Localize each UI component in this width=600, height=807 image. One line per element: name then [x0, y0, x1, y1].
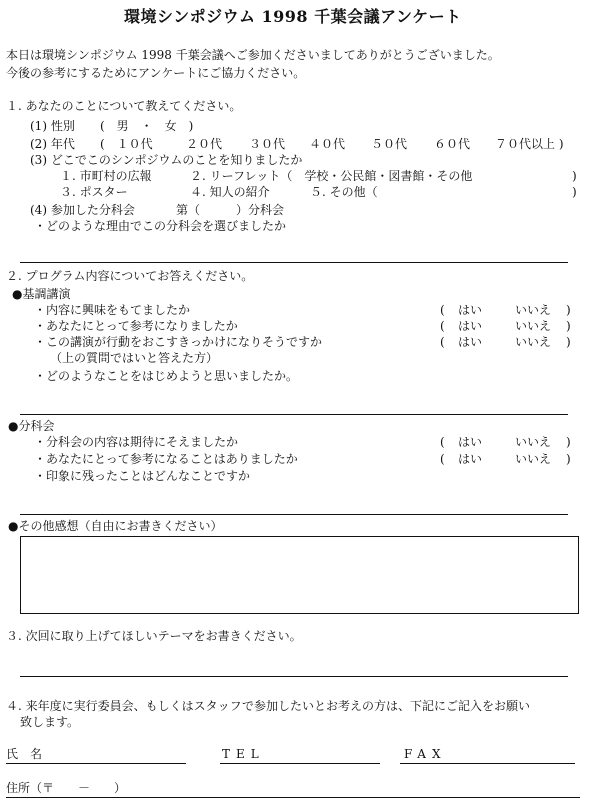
intro-line-2: 今後の参考にするためにアンケートにご協力ください。 — [6, 66, 306, 80]
answer-no[interactable]: いいえ — [515, 319, 552, 333]
source-row2-close: ) — [572, 185, 577, 199]
age-option-20s[interactable]: ２０代 — [186, 137, 223, 151]
q4-heading-line-2: 致します。 — [20, 715, 80, 729]
keynote-q1-answer[interactable] — [440, 304, 580, 318]
source-option-3[interactable]: ３. ポスター — [60, 185, 128, 199]
tel-field[interactable] — [220, 763, 380, 764]
fax-field[interactable] — [400, 763, 575, 764]
answer-close: ) — [566, 452, 571, 466]
subsession-q3: ・印象に残ったことはどんなことですか — [34, 469, 251, 483]
q1-age-label: (2) 年代 — [30, 137, 75, 151]
answer-close: ) — [566, 319, 571, 333]
q3-answer-line[interactable] — [20, 676, 568, 677]
source-option-2[interactable]: ２. リーフレット（ 学校・公民館・図書館・その他 — [190, 169, 473, 183]
answer-close: ) — [566, 435, 571, 449]
answer-open: ( — [440, 319, 445, 333]
answer-yes[interactable]: はい — [458, 319, 483, 333]
q4-heading-line-1: ４. 来年度に実行委員会、もしくはスタッフで参加したいとお考えの方は、下記にご記入をお願い — [6, 699, 530, 713]
subsession-answer-line[interactable] — [20, 514, 568, 515]
q1-session-field[interactable]: 第（ ）分科会 — [176, 203, 285, 217]
answer-close: ) — [566, 335, 571, 349]
answer-no[interactable]: いいえ — [515, 303, 552, 317]
name-field[interactable] — [6, 763, 186, 764]
source-row1-close: ) — [572, 169, 577, 183]
keynote-q3-note: （上の質問ではいと答えた方） — [50, 351, 219, 365]
answer-no[interactable]: いいえ — [515, 452, 552, 466]
q1-gender-options[interactable]: ( 男 ・ 女 ) — [100, 119, 194, 133]
answer-open: ( — [440, 452, 445, 466]
keynote-q3: ・この講演が行動をおこすきっかけになりそうですか — [34, 335, 323, 349]
age-option-70s[interactable]: ７０代以上 ) — [495, 137, 564, 151]
tel-label: TEL — [222, 747, 265, 761]
age-option-40s[interactable]: ４０代 — [309, 137, 346, 151]
q1-reason-question: ・どのような理由でこの分科会を選びましたか — [34, 219, 287, 233]
age-option-60s[interactable]: ６０代 — [434, 137, 471, 151]
answer-no[interactable]: いいえ — [515, 335, 552, 349]
subsession-q1: ・分科会の内容は期待にそえましたか — [34, 435, 239, 449]
answer-no[interactable]: いいえ — [515, 435, 552, 449]
age-option-50s[interactable]: ５０代 — [371, 137, 408, 151]
subsession-q2: ・あなたにとって参考になることはありましたか — [34, 452, 298, 466]
q2-heading: ２. プログラム内容についてお答えください。 — [6, 269, 254, 283]
keynote-answer-line[interactable] — [20, 414, 568, 415]
answer-open: ( — [440, 335, 445, 349]
answer-close: ) — [566, 303, 571, 317]
answer-open: ( — [440, 303, 445, 317]
subsession-q1-answer[interactable] — [440, 436, 580, 450]
answer-open: ( — [440, 435, 445, 449]
keynote-q4: ・どのようなことをはじめようと思いましたか。 — [34, 369, 299, 383]
address-label: 住所（〒 － ） — [6, 781, 127, 795]
answer-yes[interactable]: はい — [458, 452, 483, 466]
source-option-4[interactable]: ４. 知人の紹介 — [190, 185, 270, 199]
q1-gender-label: (1) 性別 — [30, 119, 75, 133]
other-comments-box[interactable] — [20, 536, 579, 614]
page-title: 環境シンポジウム 1998 千葉会議アンケート — [124, 7, 462, 26]
age-option-30s[interactable]: ３０代 — [249, 137, 286, 151]
answer-yes[interactable]: はい — [458, 303, 483, 317]
answer-yes[interactable]: はい — [458, 335, 483, 349]
keynote-q3-answer[interactable] — [440, 336, 580, 350]
keynote-q1: ・内容に興味をもてましたか — [34, 303, 191, 317]
keynote-q2-answer[interactable] — [440, 320, 580, 334]
q1-source-label: (3) どこでこのシンポジウムのことを知りましたか — [30, 153, 303, 167]
other-comments-label: ●その他感想（自由にお書きください） — [8, 519, 223, 533]
q3-heading: ３. 次回に取り上げてほしいテーマをお書きください。 — [6, 629, 302, 643]
intro-line-1: 本日は環境シンポジウム 1998 千葉会議へご参加くださいましてありがとうございました。 — [6, 48, 500, 62]
q1-reason-answer-line[interactable] — [20, 262, 568, 263]
source-option-1[interactable]: １. 市町村の広報 — [60, 169, 152, 183]
q1-session-label: (4) 参加した分科会 — [30, 203, 135, 217]
q1-heading: １. あなたのことについて教えてください。 — [6, 99, 242, 113]
address-field[interactable] — [6, 797, 580, 798]
keynote-label: ●基調講演 — [12, 287, 71, 301]
subsession-q2-answer[interactable] — [440, 453, 580, 467]
keynote-q2: ・あなたにとって参考になりましたか — [34, 319, 238, 333]
name-label: 氏 名 — [6, 747, 43, 761]
age-option-10s[interactable]: ( １０代 — [100, 137, 153, 151]
subsession-label: ●分科会 — [8, 419, 55, 433]
fax-label: FAX — [404, 747, 447, 761]
source-option-5[interactable]: ５. その他（ — [310, 185, 378, 199]
answer-yes[interactable]: はい — [458, 435, 483, 449]
